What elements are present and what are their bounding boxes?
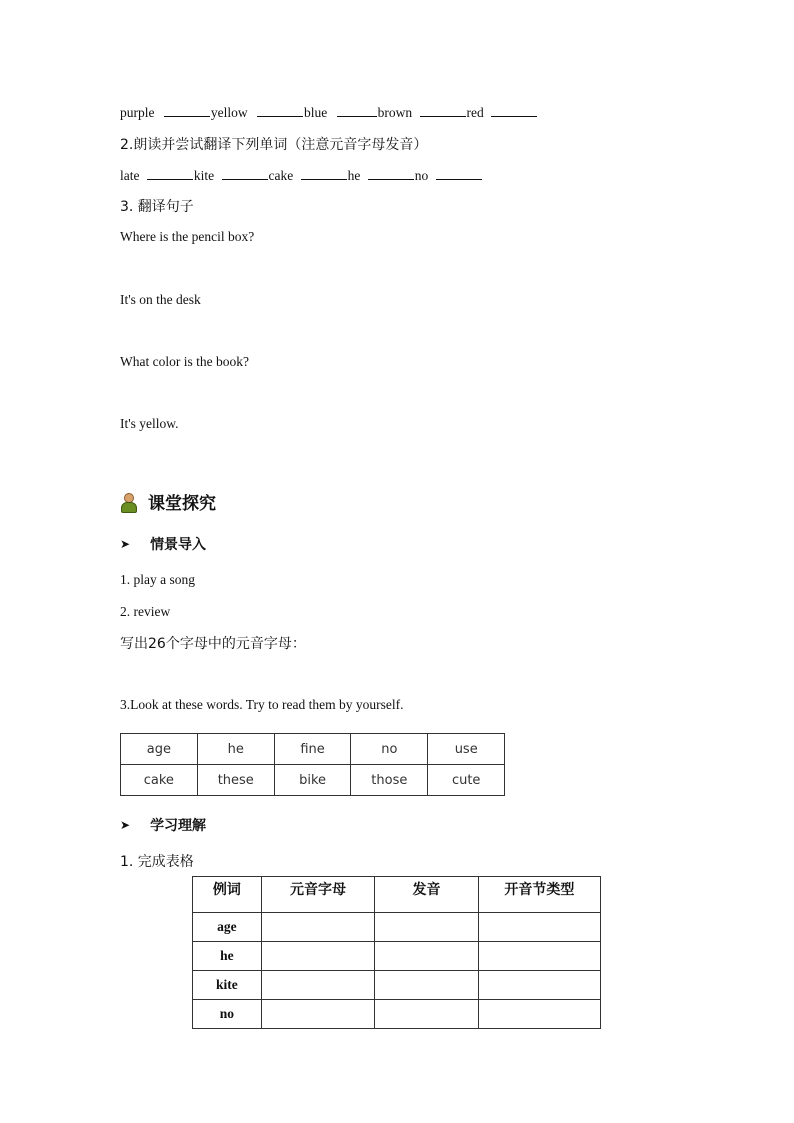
person-icon: [120, 492, 136, 512]
table-row: [193, 913, 601, 942]
answer-blank[interactable]: [164, 104, 210, 117]
table-row: [193, 1000, 601, 1029]
answer-cell[interactable]: [478, 942, 600, 971]
table-cell: no: [351, 734, 428, 765]
subsection-title: 学习理解: [150, 818, 207, 834]
task2-heading: 2.朗读并尝试翻译下列单词（注意元音字母发音）: [120, 137, 428, 153]
answer-cell[interactable]: [478, 971, 600, 1000]
answer-blank[interactable]: [301, 167, 347, 180]
table-row: [193, 971, 601, 1000]
table-cell: cake: [121, 765, 198, 796]
table-row: [193, 942, 601, 971]
table-cell: cute: [428, 765, 505, 796]
answer-cell[interactable]: [478, 1000, 600, 1029]
sentence-4: It's yellow.: [120, 416, 179, 431]
list-item: 1. play a song: [120, 572, 195, 587]
answer-blank[interactable]: [147, 167, 193, 180]
word-cake: cake: [268, 168, 294, 183]
answer-blank[interactable]: [368, 167, 414, 180]
task3-heading: 3. 翻译句子: [120, 199, 194, 215]
table-cell: use: [428, 734, 505, 765]
table-header-row: [193, 877, 601, 913]
word-red: red: [466, 105, 484, 120]
word-no: no: [414, 168, 429, 183]
example-word: age: [193, 913, 262, 942]
sentence-3: What color is the book?: [120, 354, 249, 369]
list-item: 2. review: [120, 604, 171, 619]
word-blue: blue: [304, 105, 328, 120]
answer-cell[interactable]: [261, 1000, 374, 1029]
table-cell: he: [197, 734, 274, 765]
vowel-prompt: 写出26个字母中的元音字母：: [120, 636, 306, 652]
look-prompt: 3.Look at these words. Try to read them by yourself.: [120, 697, 404, 712]
arrow-bullet-icon: ➤: [120, 818, 131, 832]
word-purple: purple: [120, 105, 155, 120]
answer-blank[interactable]: [257, 104, 303, 117]
answer-cell[interactable]: [261, 942, 374, 971]
word-kite: kite: [193, 168, 215, 183]
column-header: 开音节类型: [478, 877, 600, 913]
section-title: 课堂探究: [148, 494, 216, 514]
answer-cell[interactable]: [375, 913, 479, 942]
sentence-2: It's on the desk: [120, 292, 201, 307]
word-late: late: [120, 168, 140, 183]
answer-blank[interactable]: [420, 104, 466, 117]
column-header: 元音字母: [261, 877, 374, 913]
answer-blank[interactable]: [222, 167, 268, 180]
words-table: [120, 733, 505, 796]
answer-blank[interactable]: [491, 104, 537, 117]
table-cell: age: [121, 734, 198, 765]
column-header: 例词: [193, 877, 262, 913]
word-he: he: [347, 168, 361, 183]
table-cell: bike: [274, 765, 350, 796]
answer-blank[interactable]: [337, 104, 377, 117]
table-cell: these: [197, 765, 274, 796]
subsection-title: 情景导入: [150, 537, 207, 553]
word-brown: brown: [377, 105, 413, 120]
table-cell: fine: [274, 734, 350, 765]
answer-cell[interactable]: [375, 942, 479, 971]
example-word: he: [193, 942, 262, 971]
column-header: 发音: [375, 877, 479, 913]
subsection-heading-1: [120, 534, 206, 554]
answer-cell[interactable]: [261, 971, 374, 1000]
vowel-fill-table: [192, 876, 601, 1029]
example-word: no: [193, 1000, 262, 1029]
answer-cell[interactable]: [261, 913, 374, 942]
task2-fill-line: [120, 167, 483, 184]
subsection-heading-2: [120, 815, 206, 835]
table-row: [121, 734, 505, 765]
colors-fill-line: [120, 104, 538, 121]
list-item: 1. 完成表格: [120, 854, 194, 870]
table-row: [121, 765, 505, 796]
word-yellow: yellow: [210, 105, 248, 120]
sentence-1: Where is the pencil box?: [120, 229, 255, 244]
arrow-bullet-icon: ➤: [120, 537, 131, 551]
example-word: kite: [193, 971, 262, 1000]
answer-blank[interactable]: [436, 167, 482, 180]
table-cell: those: [351, 765, 428, 796]
answer-cell[interactable]: [375, 1000, 479, 1029]
answer-cell[interactable]: [375, 971, 479, 1000]
section-heading: [120, 489, 216, 514]
answer-cell[interactable]: [478, 913, 600, 942]
